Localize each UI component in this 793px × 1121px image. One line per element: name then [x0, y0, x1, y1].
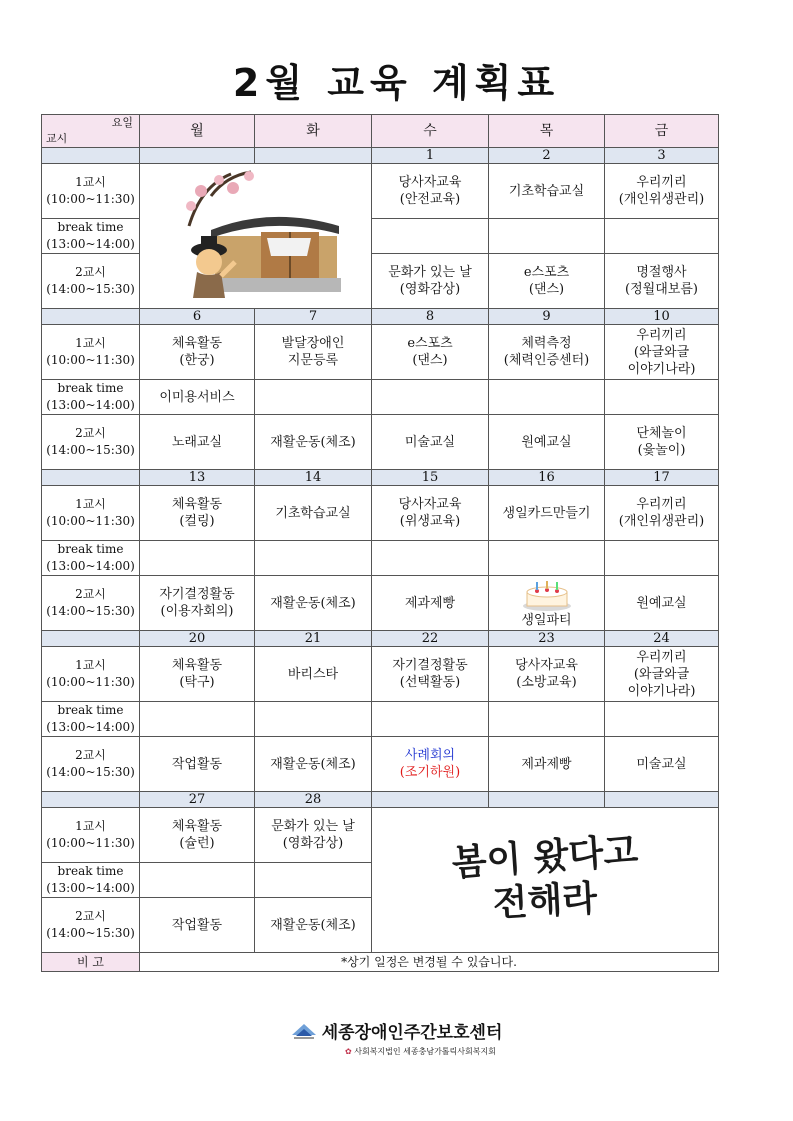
break-row — [42, 541, 719, 576]
date-cell: 17 — [605, 470, 719, 486]
period2-cell — [605, 737, 719, 792]
date-cell: 27 — [140, 792, 255, 808]
period2-label-cell — [42, 737, 140, 792]
corner-period-label: 교시 — [46, 132, 68, 145]
period2-label-cell-label: 2교시 — [75, 909, 106, 923]
date-cell: 21 — [255, 631, 372, 647]
date-row — [42, 309, 719, 325]
period1-activity-line: (개인위생관리) — [618, 192, 705, 207]
break-label-cell — [42, 541, 140, 576]
note-row — [42, 953, 719, 972]
date-cell: 3 — [605, 148, 719, 164]
period2-cell — [372, 415, 489, 470]
period2-activity-line: 원예교실 — [521, 434, 572, 450]
calligraphy-line1: 봄이 왔다고 — [450, 830, 640, 885]
birthday-party-label: 생일파티 — [521, 612, 572, 628]
period1-label-cell-time: (10:00~11:30) — [46, 353, 135, 367]
period2-activity-line: 미술교실 — [636, 756, 687, 772]
date-cell: 9 — [489, 309, 605, 325]
break-label-cell-label: break time — [57, 381, 124, 395]
period1-activity-line: 발달장애인 — [281, 336, 345, 351]
break-row — [42, 702, 719, 737]
break-cell — [255, 702, 372, 737]
period2-cell — [489, 737, 605, 792]
break-cell — [372, 380, 489, 415]
break-row — [42, 380, 719, 415]
early-dismissal-label: (조기하원) — [399, 765, 461, 780]
date-cell: 7 — [255, 309, 372, 325]
break-cell — [372, 702, 489, 737]
period1-label-cell-time: (10:00~11:30) — [46, 192, 135, 206]
period1-label-cell-label: 1교시 — [75, 819, 106, 833]
break-cell — [605, 380, 719, 415]
period1-activity-line: 우리끼리 — [636, 497, 687, 512]
period1-label-cell-time: (10:00~11:30) — [46, 514, 135, 528]
date-cell: 14 — [255, 470, 372, 486]
break-cell — [372, 541, 489, 576]
date-cell: 13 — [140, 470, 255, 486]
date-cell — [605, 792, 719, 808]
break-label-cell-time: (13:00~14:00) — [46, 881, 135, 895]
period1-activity-line: 생일카드만들기 — [502, 505, 591, 521]
break-cell — [140, 702, 255, 737]
period1-cell — [489, 647, 605, 702]
period2-activity-line: e스포츠 — [523, 265, 570, 280]
break-label-cell-label: break time — [57, 220, 124, 234]
period2-cell — [255, 898, 372, 953]
period1-activity-line: (와글와글 — [633, 666, 690, 682]
period1-row — [42, 647, 719, 702]
date-row-spacer — [42, 631, 140, 647]
period2-cell — [140, 415, 255, 470]
period2-cell — [140, 576, 255, 631]
break-label-cell — [42, 702, 140, 737]
date-row-spacer — [42, 470, 140, 486]
center-logo-icon — [291, 1021, 317, 1041]
date-row-spacer — [42, 309, 140, 325]
corner-day-label: 요일 — [111, 116, 133, 129]
period1-label-cell-label: 1교시 — [75, 658, 106, 672]
period2-cell — [140, 737, 255, 792]
period1-activity-line: 체육활동 — [171, 819, 223, 834]
period2-label-cell-time: (14:00~15:30) — [46, 926, 135, 940]
break-cell — [140, 541, 255, 576]
date-cell: 24 — [605, 631, 719, 647]
period1-cell — [140, 647, 255, 702]
period2-label-cell-time: (14:00~15:30) — [46, 604, 135, 618]
schedule-table — [41, 114, 719, 972]
period1-activity-line: 바리스타 — [287, 666, 339, 682]
period1-activity-line: 체육활동 — [171, 497, 223, 512]
period2-cell — [255, 415, 372, 470]
period1-cell — [605, 164, 719, 219]
period2-cell — [372, 254, 489, 309]
period2-cell — [372, 576, 489, 631]
break-cell — [489, 702, 605, 737]
date-cell: 16 — [489, 470, 605, 486]
period2-activity-line: (이용자회의) — [160, 604, 234, 619]
period2-label-cell-time: (14:00~15:30) — [46, 443, 135, 457]
period1-cell — [255, 647, 372, 702]
break-label-cell-label: break time — [57, 703, 124, 717]
break-label-cell-label: break time — [57, 864, 124, 878]
period1-label-cell — [42, 486, 140, 541]
period1-activity-line: (와글와글 — [633, 344, 690, 360]
break-label-cell-time: (13:00~14:00) — [46, 720, 135, 734]
center-name: 세종장애인주간보호센터 — [321, 1023, 503, 1043]
period1-activity-line: 우리끼리 — [636, 649, 687, 665]
period2-activity-line: 재활운동(체조) — [270, 595, 356, 611]
case-meeting-label: 사례회의 — [404, 748, 456, 763]
period1-row — [42, 808, 719, 863]
period2-cell — [489, 254, 605, 309]
period2-label-cell-time: (14:00~15:30) — [46, 765, 135, 779]
day-tue: 화 — [255, 115, 372, 148]
period2-cell — [605, 254, 719, 309]
break-label-cell-time: (13:00~14:00) — [46, 559, 135, 573]
period1-activity-line: (소방교육) — [516, 675, 577, 690]
period1-label-cell-label: 1교시 — [75, 336, 106, 350]
period1-activity-line: (한궁) — [179, 353, 215, 368]
period2-cell — [489, 576, 605, 631]
period1-cell — [372, 164, 489, 219]
page-title: 2월 교육 계획표 — [232, 61, 561, 105]
period1-activity-line: 기초학습교실 — [508, 183, 585, 199]
header-row — [42, 115, 719, 148]
period1-row — [42, 164, 719, 219]
calligraphy-cell — [372, 808, 719, 953]
date-cell — [140, 148, 255, 164]
date-cell — [255, 148, 372, 164]
period2-label-cell — [42, 254, 140, 309]
illustration-cell — [140, 164, 372, 309]
date-cell: 8 — [372, 309, 489, 325]
break-cell — [372, 219, 489, 254]
foundation-name: 사회복지법인 세종충남가톨릭사회복지회 — [354, 1047, 496, 1056]
footer — [0, 1018, 793, 1043]
period1-cell — [605, 325, 719, 380]
period2-cell — [255, 576, 372, 631]
date-cell: 20 — [140, 631, 255, 647]
period1-label-cell — [42, 164, 140, 219]
day-thu: 목 — [489, 115, 605, 148]
period2-activity-line: 자기결정활동 — [159, 587, 235, 602]
period1-activity-line: 우리끼리 — [636, 327, 687, 343]
period1-activity-line: 당사자교육 — [398, 175, 462, 190]
period1-cell — [372, 325, 489, 380]
period1-cell — [605, 647, 719, 702]
period1-activity-line: 당사자교육 — [398, 497, 462, 512]
period1-activity-line: 기초학습교실 — [275, 505, 351, 521]
period1-label-cell — [42, 325, 140, 380]
period1-cell — [140, 808, 255, 863]
date-row — [42, 631, 719, 647]
break-cell — [255, 863, 372, 898]
period2-activity-line: 재활운동(체조) — [270, 917, 356, 933]
period2-activity-line: 문화가 있는 날 — [388, 265, 472, 280]
period1-label-cell-label: 1교시 — [75, 175, 106, 189]
day-wed: 수 — [372, 115, 489, 148]
date-cell: 28 — [255, 792, 372, 808]
period1-label-cell — [42, 647, 140, 702]
period2-label-cell-label: 2교시 — [75, 748, 106, 762]
period2-activity-line: 제과제빵 — [521, 756, 572, 772]
day-mon: 월 — [140, 115, 255, 148]
break-activity-line: 이미용서비스 — [159, 389, 235, 405]
period1-cell — [372, 647, 489, 702]
date-row — [42, 792, 719, 808]
period1-activity-line: (체력인증센터) — [503, 353, 590, 368]
break-cell — [605, 219, 719, 254]
period1-cell — [255, 325, 372, 380]
period2-activity-line: 재활운동(체조) — [270, 756, 356, 772]
birthday-cake-icon — [521, 578, 573, 612]
period2-activity-line: 노래교실 — [171, 434, 223, 450]
period1-cell — [489, 164, 605, 219]
period2-activity-line: 재활운동(체조) — [270, 434, 356, 450]
period2-cell — [605, 576, 719, 631]
period1-activity-line: 이야기나라) — [627, 361, 696, 377]
period1-row — [42, 486, 719, 541]
break-label-cell-label: break time — [57, 542, 124, 556]
date-cell: 1 — [372, 148, 489, 164]
period1-activity-line: 이야기나라) — [627, 683, 696, 699]
note-text: *상기 일정은 변경될 수 있습니다. — [140, 953, 719, 972]
period1-activity-line: (위생교육) — [399, 514, 461, 529]
break-cell — [140, 863, 255, 898]
date-cell: 2 — [489, 148, 605, 164]
period1-cell — [605, 486, 719, 541]
period1-activity-line: 체육활동 — [171, 658, 223, 673]
break-label-cell — [42, 863, 140, 898]
period2-activity-line: 제과제빵 — [404, 595, 456, 611]
period1-activity-line: (탁구) — [179, 675, 215, 690]
period1-cell — [489, 325, 605, 380]
period2-cell — [605, 415, 719, 470]
period1-activity-line: 당사자교육 — [515, 658, 578, 673]
period1-activity-line: 체력측정 — [521, 336, 572, 351]
period2-label-cell-label: 2교시 — [75, 587, 106, 601]
period1-activity-line: (개인위생관리) — [618, 514, 705, 529]
period1-activity-line: 자기결정활동 — [392, 658, 468, 673]
period2-activity-line: 미술교실 — [404, 434, 456, 450]
period2-activity-line: 단체놀이 — [636, 426, 687, 441]
period2-activity-line: (정월대보름) — [625, 282, 698, 297]
period1-activity-line: 문화가 있는 날 — [271, 819, 355, 834]
period1-activity-line: 지문등록 — [287, 353, 339, 368]
period2-label-cell-time: (14:00~15:30) — [46, 282, 135, 296]
date-cell: 6 — [140, 309, 255, 325]
period1-activity-line: 체육활동 — [171, 336, 223, 351]
period2-activity-line: 명절행사 — [636, 265, 687, 280]
period2-activity-line: 작업활동 — [171, 756, 223, 772]
period1-activity-line: (안전교육) — [399, 192, 461, 207]
period1-activity-line: (컬링) — [179, 514, 215, 529]
period1-cell — [372, 486, 489, 541]
date-row — [42, 470, 719, 486]
date-cell: 23 — [489, 631, 605, 647]
flower-icon: ✿ — [345, 1047, 352, 1056]
break-cell — [255, 380, 372, 415]
break-label-cell — [42, 380, 140, 415]
period1-activity-line: (영화감상) — [282, 836, 344, 851]
break-cell — [140, 380, 255, 415]
period1-cell — [140, 325, 255, 380]
date-cell: 15 — [372, 470, 489, 486]
break-cell — [605, 541, 719, 576]
date-row-spacer — [42, 148, 140, 164]
period1-cell — [255, 808, 372, 863]
period2-activity-line: 작업활동 — [171, 917, 223, 933]
period2-cell — [372, 737, 489, 792]
korean-folk-illustration — [171, 166, 341, 306]
period2-cell — [255, 737, 372, 792]
date-row — [42, 148, 719, 164]
period1-activity-line: (슐런) — [179, 836, 215, 851]
break-cell — [489, 219, 605, 254]
period1-label-cell-time: (10:00~11:30) — [46, 836, 135, 850]
period2-label-cell — [42, 415, 140, 470]
break-label-cell — [42, 219, 140, 254]
period2-activity-line: (윷놀이) — [637, 443, 686, 458]
date-cell: 22 — [372, 631, 489, 647]
corner-cell — [42, 115, 140, 148]
break-cell — [489, 541, 605, 576]
period1-label-cell-label: 1교시 — [75, 497, 106, 511]
period1-label-cell-time: (10:00~11:30) — [46, 675, 135, 689]
date-cell: 10 — [605, 309, 719, 325]
break-label-cell-time: (13:00~14:00) — [46, 237, 135, 251]
period2-cell — [489, 415, 605, 470]
date-cell — [372, 792, 489, 808]
foundation-line — [345, 1046, 496, 1057]
period1-cell — [255, 486, 372, 541]
period2-activity-line: (영화감상) — [399, 282, 461, 297]
period1-row — [42, 325, 719, 380]
period2-label-cell — [42, 898, 140, 953]
period2-cell — [140, 898, 255, 953]
day-fri: 금 — [605, 115, 719, 148]
date-cell — [489, 792, 605, 808]
break-cell — [605, 702, 719, 737]
period2-row — [42, 576, 719, 631]
period2-row — [42, 737, 719, 792]
period1-label-cell — [42, 808, 140, 863]
break-cell — [255, 541, 372, 576]
break-cell — [489, 380, 605, 415]
note-label: 비 고 — [42, 953, 140, 972]
period1-activity-line: 우리끼리 — [636, 175, 687, 190]
period2-label-cell-label: 2교시 — [75, 426, 106, 440]
period1-cell — [140, 486, 255, 541]
period1-activity-line: e스포츠 — [407, 336, 453, 351]
calligraphy-line2: 전해라 — [491, 878, 599, 925]
period1-activity-line: (댄스) — [412, 353, 448, 368]
period2-activity-line: 원예교실 — [636, 595, 687, 611]
period2-activity-line: (댄스) — [528, 282, 565, 297]
period2-label-cell — [42, 576, 140, 631]
period1-activity-line: (선택활동) — [399, 675, 461, 690]
period1-cell — [489, 486, 605, 541]
period2-row — [42, 415, 719, 470]
date-row-spacer — [42, 792, 140, 808]
period2-label-cell-label: 2교시 — [75, 265, 106, 279]
break-label-cell-time: (13:00~14:00) — [46, 398, 135, 412]
